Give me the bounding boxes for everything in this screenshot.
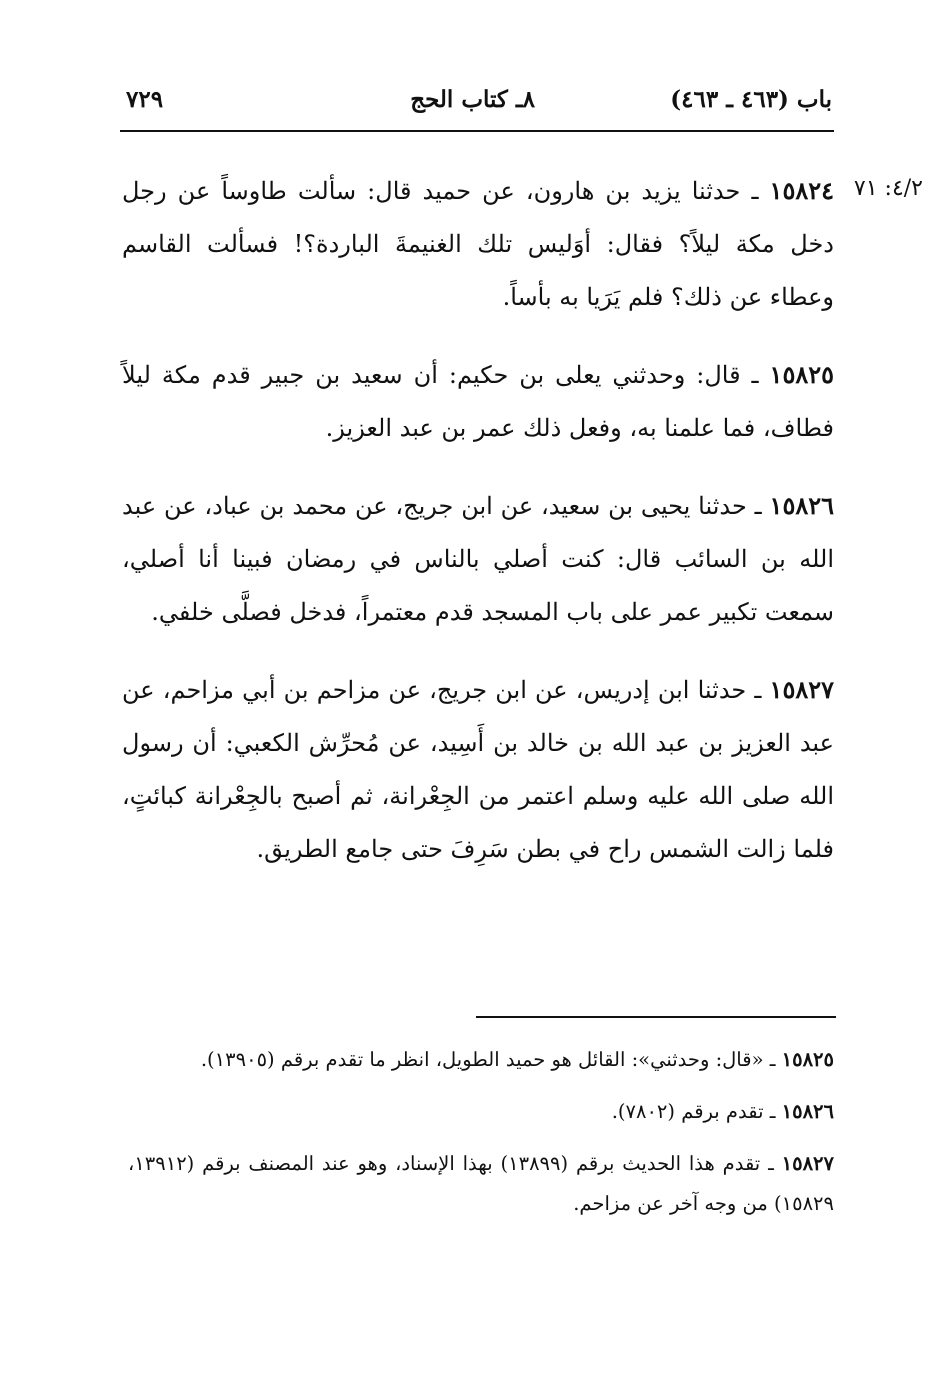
footnote-text: «قال: وحدثني»: القائل هو حميد الطويل، انظر ما تقدم برقم (١٣٩٠٥).: [200, 1048, 764, 1071]
hadith-paragraph: [122, 348, 834, 455]
hadith-number: ١٥٨٢٤: [769, 176, 834, 205]
hadith-text: قال: وحدثني يعلى بن حكيم: أن سعيد بن جبير قدم مكة ليلاً فطاف، فما علمنا به، وفعل ذلك عمر بن عبد العزيز.: [122, 361, 834, 442]
hadith-number: ١٥٨٢٦: [769, 491, 834, 520]
separator: ـ: [763, 1100, 782, 1123]
separator: ـ: [760, 1152, 782, 1175]
footnote-number: ١٥٨٢٦: [781, 1100, 834, 1123]
separator: ـ: [763, 1048, 782, 1071]
separator: ـ: [746, 676, 770, 704]
hadith-paragraph: [122, 479, 834, 639]
separator: ـ: [740, 177, 770, 205]
footnote-text: تقدم هذا الحديث برقم (١٣٨٩٩) بهذا الإسناد، وهو عند المصنف برقم (١٣٩١٢، ١٥٨٢٩) من وجه آخر عن مزاحم.: [128, 1152, 834, 1215]
book-title: ٨ـ كتاب الحج: [410, 86, 535, 113]
footnote: [128, 1092, 834, 1132]
header-divider: [120, 130, 834, 132]
footnote: [128, 1144, 834, 1224]
separator: ـ: [740, 361, 770, 389]
hadith-number: ١٥٨٢٥: [769, 360, 834, 389]
hadith-text: حدثنا يزيد بن هارون، عن حميد قال: سألت طاوساً عن رجل دخل مكة ليلاً؟ فقال: أوَليس تلك الغنيمةَ الباردة؟! فسألت القاسم وعطاء عن ذلك؟ فلم يَرَيا به بأساً.: [122, 177, 834, 311]
hadith-number: ١٥٨٢٧: [769, 675, 834, 704]
footnote-number: ١٥٨٢٥: [781, 1048, 834, 1071]
page-header: [120, 86, 832, 126]
page-number: ٧٢٩: [126, 86, 164, 113]
footnote: [128, 1040, 834, 1080]
hadith-text: حدثنا ابن إدريس، عن ابن جريج، عن مزاحم بن أبي مزاحم، عن عبد العزيز بن عبد الله بن خالد بن أَسِيد، عن مُحرِّش الكعبي: أن رسول الله صلى الله عليه وسلم اعتمر من الجِعْرانة، ثم أصبح بالجِعْرانة كبائتٍ، فلما زالت الشمس راح في بطن سَرِفَ حتى جامع الطريق.: [122, 676, 834, 863]
footnotes: [128, 1040, 834, 1236]
hadith-body: [122, 164, 834, 900]
hadith-paragraph: [122, 164, 834, 324]
footnote-text: تقدم برقم (٧٨٠٢).: [611, 1100, 764, 1123]
chapter-range: باب (٤٦٣ ـ ٤٦٣): [670, 86, 832, 113]
footnote-number: ١٥٨٢٧: [781, 1152, 834, 1175]
footnote-divider: [476, 1016, 836, 1018]
separator: ـ: [746, 492, 770, 520]
hadith-text: حدثنا يحيى بن سعيد، عن ابن جريج، عن محمد بن عباد، عن عبد الله بن السائب قال: كنت أصلي بالناس في رمضان فبينا أنا أصلي، سمعت تكبير عمر على باب المسجد قدم معتمراً، فدخل فصلَّى خلفي.: [122, 492, 834, 626]
margin-reference: ٤/٢: ٧١: [853, 176, 923, 201]
hadith-paragraph: [122, 663, 834, 876]
